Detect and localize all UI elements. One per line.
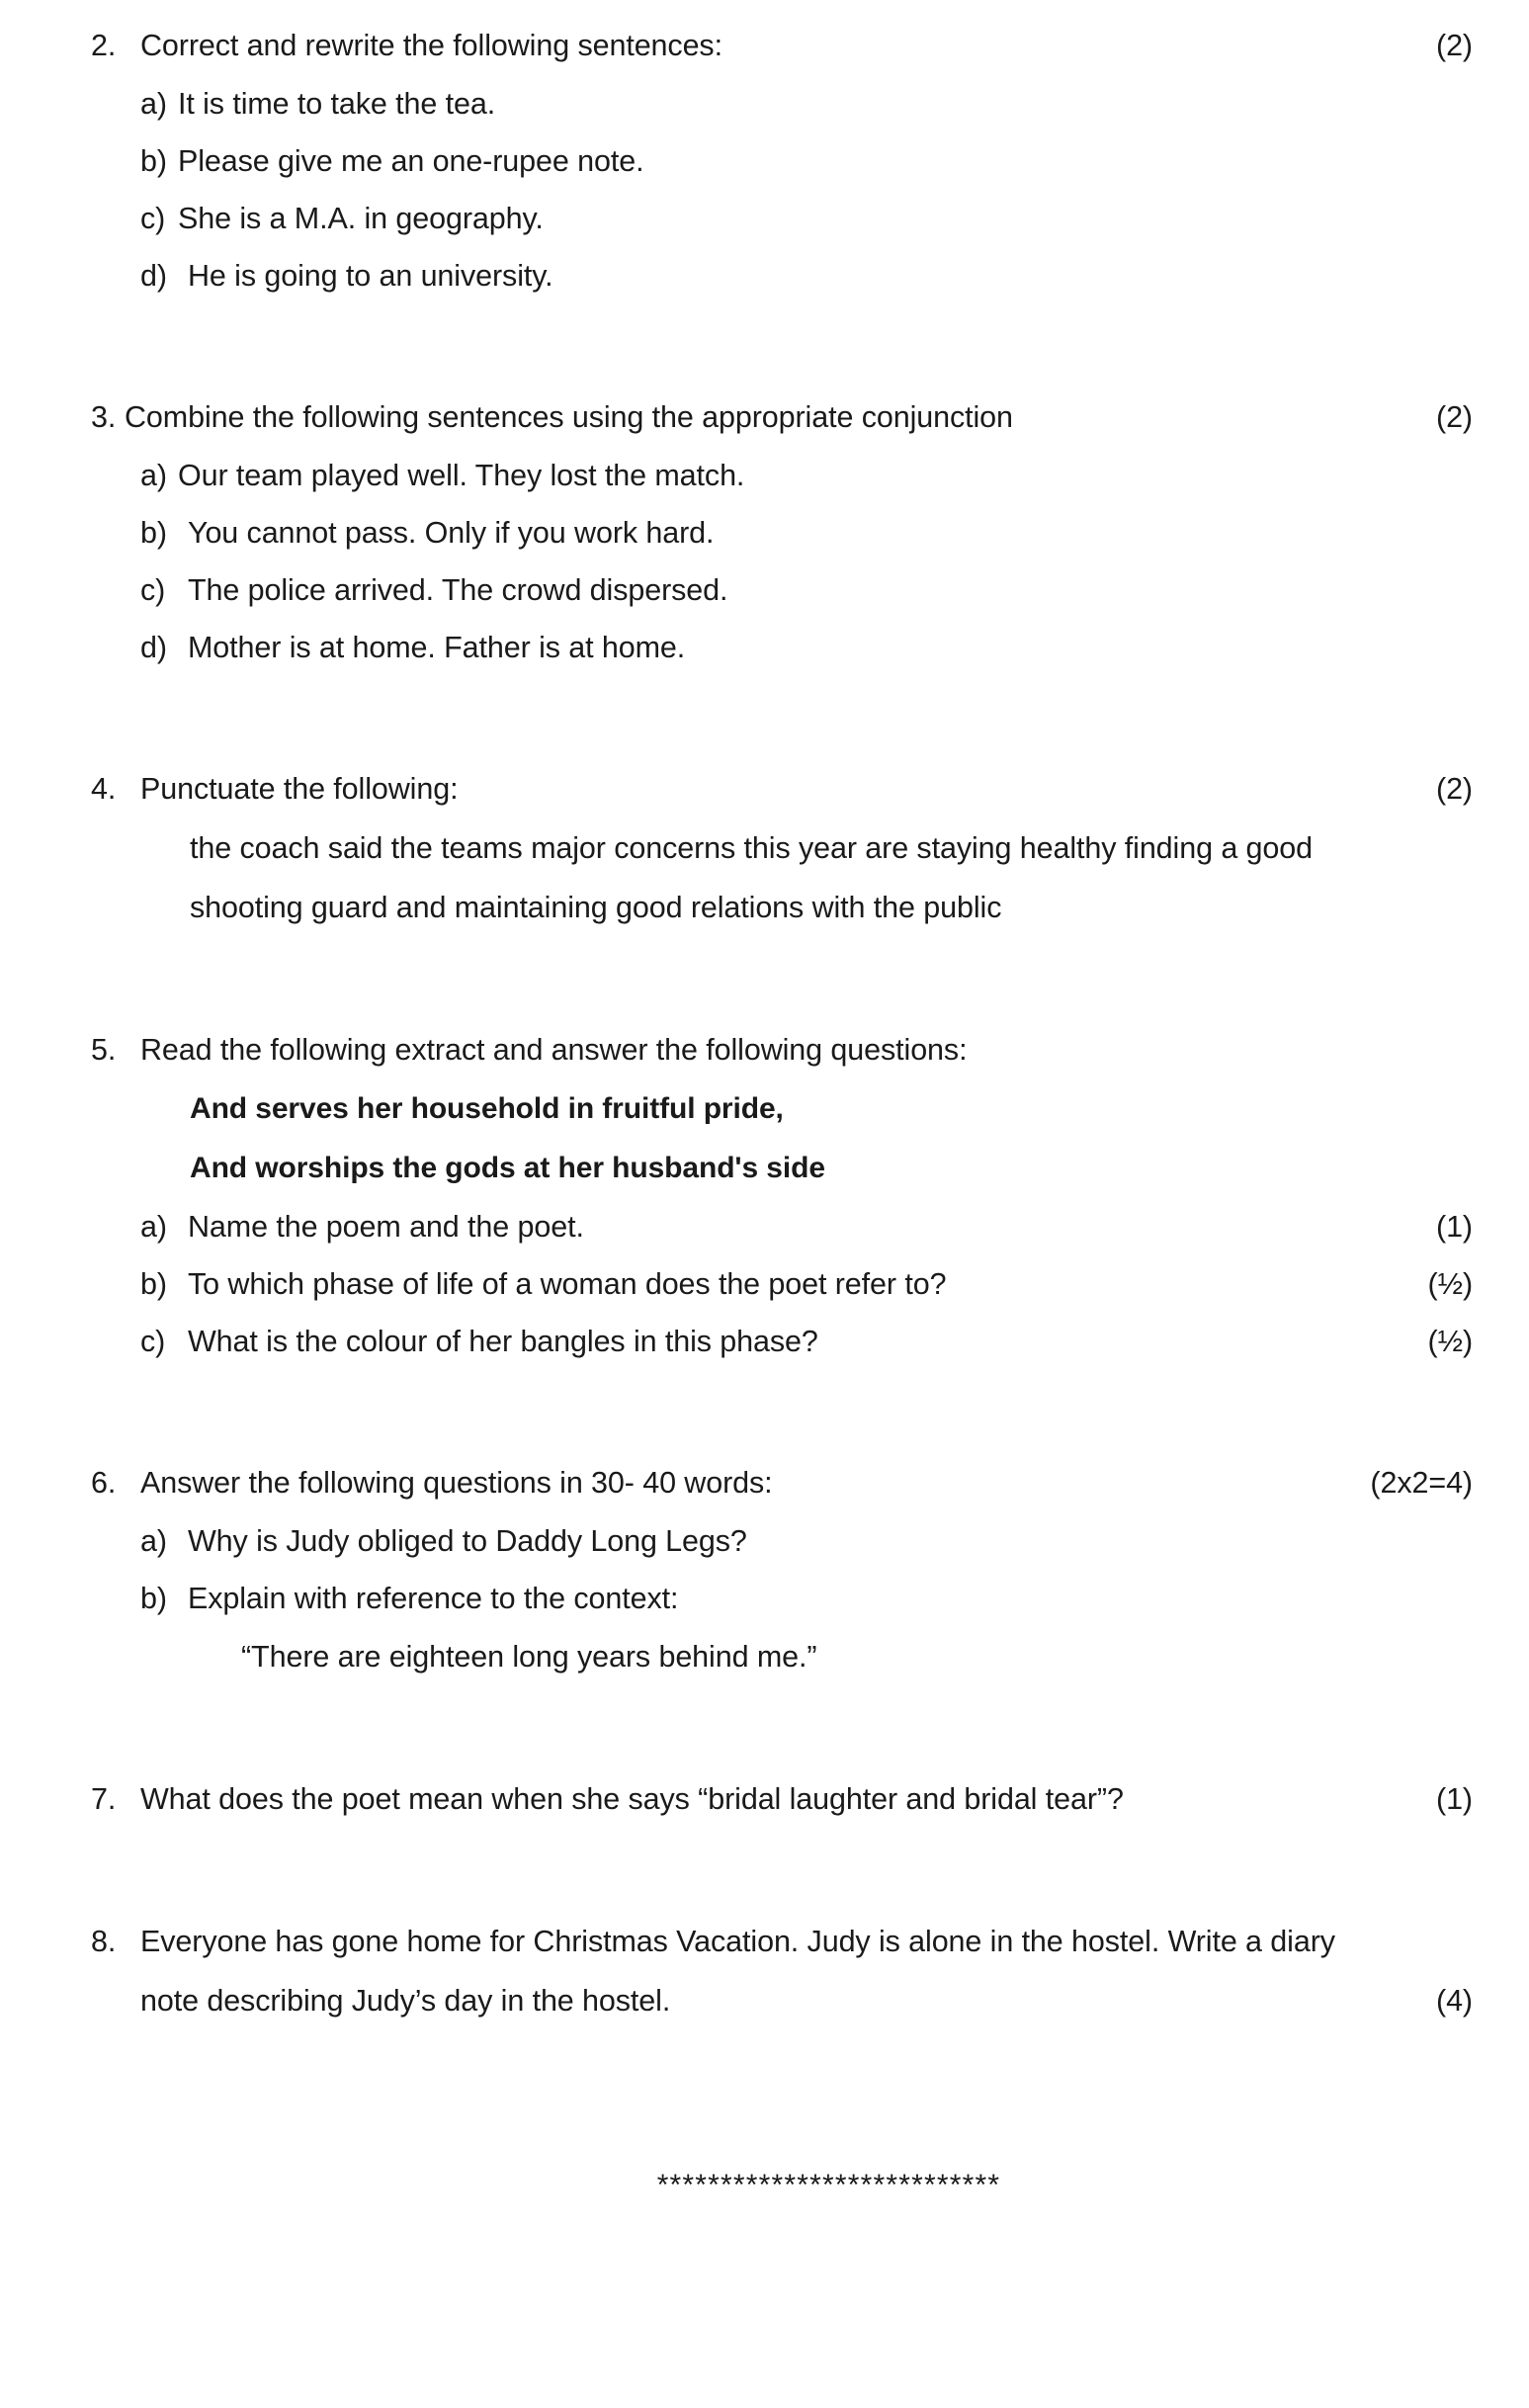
item-marks: (½) [1427, 1325, 1473, 1358]
question-8-marks: (4) [1436, 1984, 1473, 2018]
question-3-item-a [0, 447, 1529, 504]
question-3-item-c [0, 561, 1529, 619]
question-2-number: 2. [91, 29, 117, 62]
item-marks: (½) [1427, 1267, 1473, 1301]
question-5-extract-line-2 [0, 1139, 1529, 1198]
question-2-item-d [0, 247, 1529, 304]
question-5-text: Read the following extract and answer the following questions: [140, 1033, 968, 1067]
question-6-item-a [0, 1512, 1529, 1570]
item-text: What is the colour of her bangles in this phase? [188, 1325, 818, 1358]
question-6-heading [0, 1453, 1529, 1512]
item-text: He is going to an university. [188, 259, 553, 293]
top-spacer [0, 0, 1529, 16]
item-text: Name the poem and the poet. [188, 1210, 584, 1244]
item-label: b) [140, 516, 167, 550]
question-5-extract-line-1 [0, 1079, 1529, 1139]
question-4-number: 4. [91, 772, 117, 806]
spacer-2-3 [0, 304, 1529, 387]
question-block-5 [0, 1020, 1529, 1370]
question-3-heading [0, 387, 1529, 447]
quote-text: “There are eighteen long years behind me.” [241, 1640, 817, 1674]
paragraph-text: the coach said the teams major concerns this year are staying healthy finding a good [190, 831, 1314, 865]
item-text: To which phase of life of a woman does the poet refer to? [188, 1267, 947, 1301]
question-2-text: Correct and rewrite the following sentences: [140, 29, 722, 62]
item-text: Why is Judy obliged to Daddy Long Legs? [188, 1524, 747, 1558]
item-label: c) [140, 202, 166, 235]
spacer-6-7 [0, 1686, 1529, 1769]
spacer-before-footer-2 [0, 2113, 1529, 2169]
question-block-7 [0, 1769, 1529, 1829]
spacer-4-5 [0, 937, 1529, 1020]
question-2-heading [0, 16, 1529, 75]
question-3-item-d [0, 619, 1529, 676]
question-block-2 [0, 16, 1529, 304]
question-6-item-b [0, 1570, 1529, 1627]
question-block-8 [0, 1912, 1529, 2030]
item-marks: (1) [1436, 1210, 1473, 1244]
question-4-text: Punctuate the following: [140, 772, 459, 806]
item-text: Mother is at home. Father is at home. [188, 631, 686, 664]
question-7-text: What does the poet mean when she says “bridal laughter and bridal tear”? [140, 1782, 1124, 1816]
paragraph-text: shooting guard and maintaining good relations with the public [190, 891, 1002, 924]
extract-text: And serves her household in fruitful pride, [190, 1092, 784, 1125]
question-3-item-b [0, 504, 1529, 561]
item-text: You cannot pass. Only if you work hard. [188, 516, 715, 550]
question-4-paragraph-line-1 [0, 818, 1529, 878]
question-2-item-c [0, 190, 1529, 247]
item-label: a) [140, 1210, 167, 1244]
question-2-marks: (2) [1436, 29, 1473, 62]
question-8-number: 8. [91, 1925, 117, 1958]
item-text: She is a M.A. in geography. [178, 202, 544, 235]
question-4-heading [0, 759, 1529, 818]
question-8-continuation [0, 1971, 1529, 2030]
spacer-3-4 [0, 676, 1529, 759]
question-6-text: Answer the following questions in 30- 40 words: [140, 1466, 773, 1500]
item-text: It is time to take the tea. [178, 87, 496, 121]
question-6-quote [0, 1627, 1529, 1686]
question-8-text: Everyone has gone home for Christmas Vacation. Judy is alone in the hostel. Write a diary [140, 1925, 1335, 1958]
footer-separator: *************************** [656, 2169, 1001, 2201]
spacer-before-footer [0, 2030, 1529, 2113]
question-7-heading [0, 1769, 1529, 1829]
spacer-7-8 [0, 1829, 1529, 1912]
item-text: Our team played well. They lost the match. [178, 459, 745, 492]
question-2-item-a [0, 75, 1529, 132]
question-5-number: 5. [91, 1033, 117, 1067]
question-4-paragraph-line-2 [0, 878, 1529, 937]
item-label: d) [140, 259, 167, 293]
question-block-3 [0, 387, 1529, 676]
spacer-5-6 [0, 1370, 1529, 1453]
question-5-item-a [0, 1198, 1529, 1255]
item-label: b) [140, 144, 167, 178]
item-label: c) [140, 1325, 166, 1358]
question-6-number: 6. [91, 1466, 117, 1500]
question-3-marks: (2) [1436, 400, 1473, 434]
item-text: The police arrived. The crowd dispersed. [188, 573, 728, 607]
question-7-marks: (1) [1436, 1782, 1473, 1816]
item-label: c) [140, 573, 166, 607]
item-label: d) [140, 631, 167, 664]
question-5-item-b [0, 1255, 1529, 1313]
question-5-heading [0, 1020, 1529, 1079]
item-text: Explain with reference to the context: [188, 1582, 679, 1615]
item-label: b) [140, 1267, 167, 1301]
question-block-4 [0, 759, 1529, 937]
question-3-number: 3. [91, 400, 117, 434]
question-2-item-b [0, 132, 1529, 190]
extract-text: And worships the gods at her husband's side [190, 1152, 825, 1184]
item-label: b) [140, 1582, 167, 1615]
item-label: a) [140, 1524, 167, 1558]
question-7-number: 7. [91, 1782, 117, 1816]
question-3-text: Combine the following sentences using the appropriate conjunction [125, 400, 1013, 434]
question-5-item-c [0, 1313, 1529, 1370]
item-label: a) [140, 87, 167, 121]
question-8-heading [0, 1912, 1529, 1971]
question-block-6 [0, 1453, 1529, 1686]
question-6-marks: (2x2=4) [1370, 1466, 1473, 1500]
question-4-marks: (2) [1436, 772, 1473, 806]
item-label: a) [140, 459, 167, 492]
question-8-text-line-2: note describing Judy’s day in the hostel. [140, 1984, 671, 2018]
item-text: Please give me an one-rupee note. [178, 144, 644, 178]
